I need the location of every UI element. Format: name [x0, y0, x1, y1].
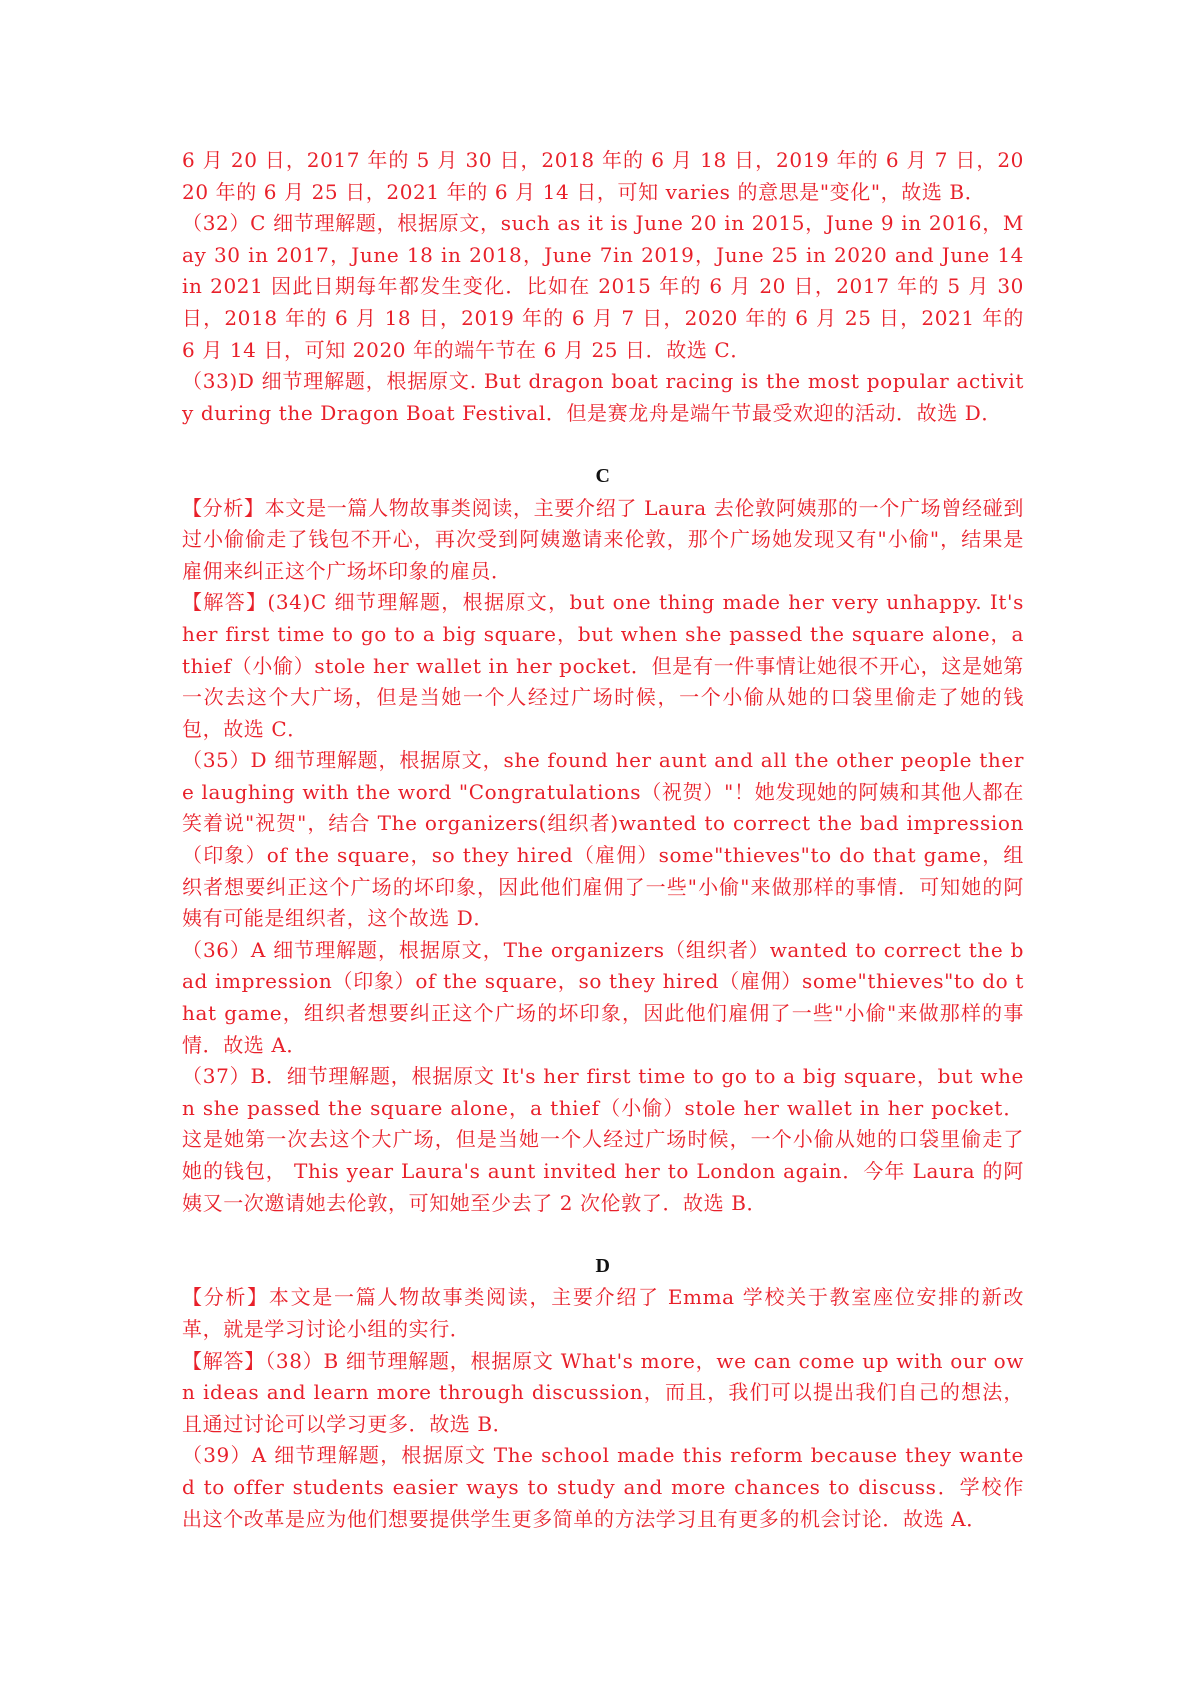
answer-key-page: [182, 145, 1024, 1535]
answer-paragraph-34: 【解答】(34)C 细节理解题，根据原文，but one thing made her very unhappy. It's her first time to go to a big square，but when she passed the square alone，a thief（小偷）stole her wallet in her pocket．但是有一件事情让她很不开心，这是她第一次去这个大广场，但是当她一个人经过广场时候，一个小偷从她的口袋里偷走了她的钱包，故选 C．: [182, 590, 1024, 741]
analysis-paragraph-d: 【分析】本文是一篇人物故事类阅读，主要介绍了 Emma 学校关于教室座位安排的新改革，就是学习讨论小组的实行．: [182, 1285, 1024, 1341]
answer-paragraph-35: （35）D 细节理解题，根据原文，she found her aunt and all the other people there laughing with the word "Congratulations（祝贺）"！她发现她的阿姨和其他人都在笑着说"祝贺"，结合 The organizers(组织者)wanted to correct the bad impression（印象）of the square，so they hired（雇佣）some"thieves"to do that game，组织者想要纠正这个广场的坏印象，因此他们雇佣了一些"小偷"来做那样的事情．可知她的阿姨有可能是组织者，这个故选 D．: [182, 748, 1024, 931]
answer-paragraph-39: （39）A 细节理解题，根据原文 The school made this reform because they wanted to offer students easier ways to study and more chances to discuss．学校作出这个改革是应为他们想要提供学生更多简单的方法学习且有更多的机会讨论．故选 A．: [182, 1443, 1024, 1531]
section-heading-d: D: [595, 1254, 611, 1277]
answer-paragraph-33: （33)D 细节理解题，根据原文. But dragon boat racing is the most popular activity during the Dragon Boat Festival．但是赛龙舟是端午节最受欢迎的活动．故选 D．: [182, 369, 1024, 425]
analysis-paragraph-c: 【分析】本文是一篇人物故事类阅读，主要介绍了 Laura 去伦敦阿姨那的一个广场曾经碰到过小偷偷走了钱包不开心，再次受到阿姨邀请来伦敦，那个广场她发现又有"小偷"，结果是雇佣来纠正这个广场坏印象的雇员．: [182, 495, 1024, 583]
section-heading-c: C: [595, 464, 611, 487]
spacer: [182, 1219, 1024, 1251]
answer-paragraph-37: （37）B．细节理解题，根据原文 It's her first time to go to a big square，but when she passed the square alone，a thief（小偷）stole her wallet in her pocket．这是她第一次去这个大广场，但是当她一个人经过广场时候，一个小偷从她的口袋里偷走了她的钱包， This year Laura's aunt invited her to London again．今年 Laura 的阿姨又一次邀请她去伦敦，可知她至少去了 2 次伦敦了．故选 B．: [182, 1064, 1024, 1215]
answer-paragraph-38: 【解答】（38）B 细节理解题，根据原文 What's more，we can come up with our own ideas and learn more through discussion，而且，我们可以提出我们自己的想法，且通过讨论可以学习更多．故选 B．: [182, 1348, 1024, 1436]
answer-paragraph-32: （32）C 细节理解题，根据原文，such as it is June 20 in 2015，June 9 in 2016，May 30 in 2017，June 18 in 2018，June 7in 2019，June 25 in 2020 and June 14 in 2021 因此日期每年都发生变化．比如在 2015 年的 6 月 20 日，2017 年的 5 月 30 日，2018 年的 6 月 18 日，2019 年的 6 月 7 日，2020 年的 6 月 25 日，2021 年的 6 月 14 日，可知 2020 年的端午节在 6 月 25 日．故选 C．: [182, 211, 1024, 362]
answer-paragraph-36: （36）A 细节理解题，根据原文，The organizers（组织者）wanted to correct the bad impression（印象）of the square，so they hired（雇佣）some"thieves"to do that game，组织者想要纠正这个广场的坏印象，因此他们雇佣了一些"小偷"来做那样的事情．故选 A．: [182, 937, 1024, 1057]
spacer: [182, 429, 1024, 461]
answer-paragraph-31-tail: 6 月 20 日，2017 年的 5 月 30 日，2018 年的 6 月 18 日，2019 年的 6 月 7 日，2020 年的 6 月 25 日，2021 年的 6 月 14 日，可知 varies 的意思是"变化"，故选 B．: [182, 148, 1024, 204]
